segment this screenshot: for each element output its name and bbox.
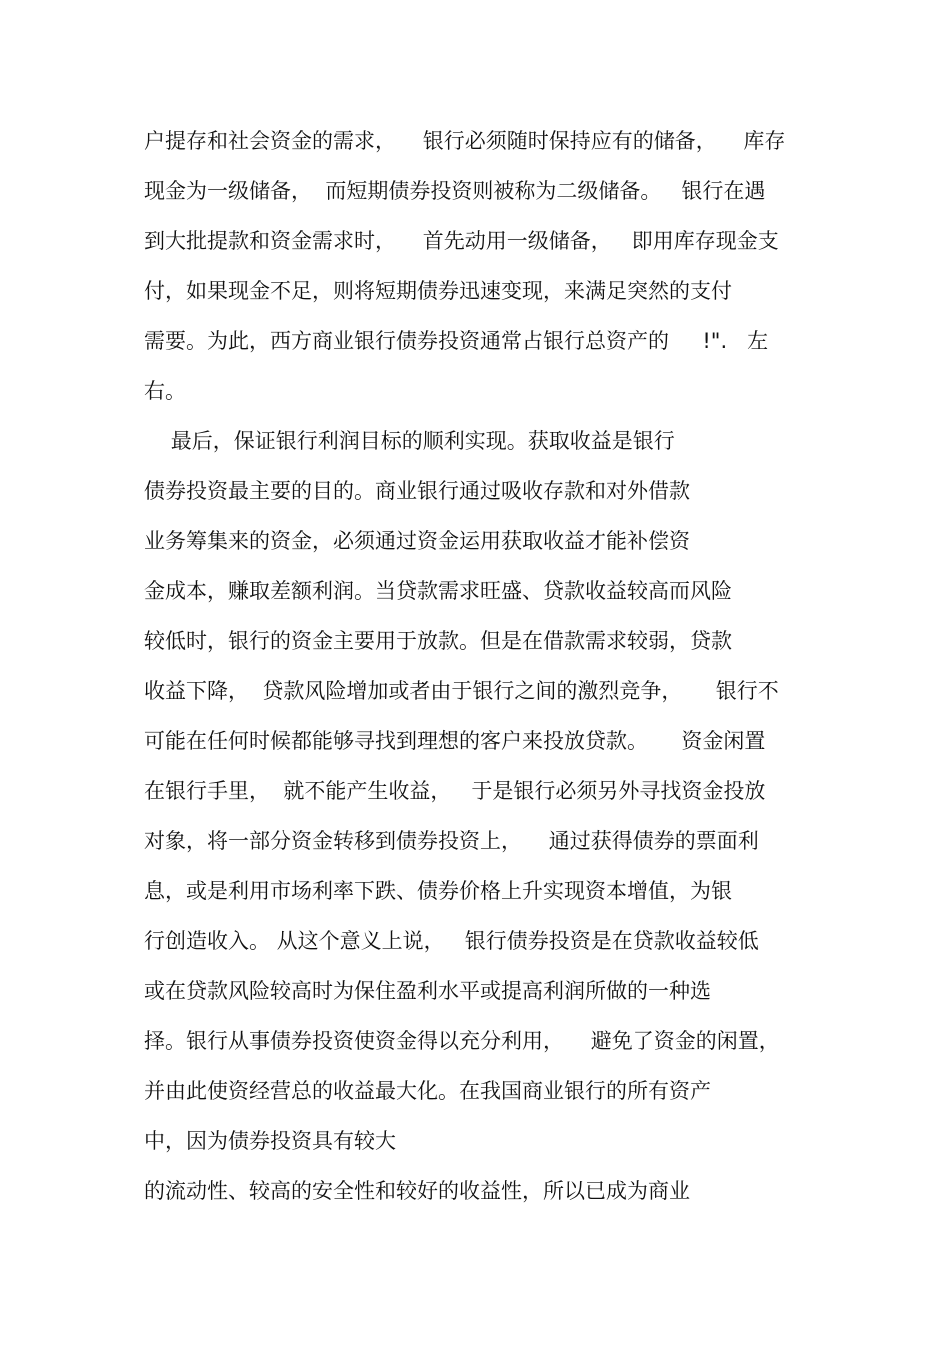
text-line: 到大批提款和资金需求时， 首先动用一级储备， 即用库存现金支	[144, 229, 779, 253]
text-line: 债券投资最主要的目的。商业银行通过吸收存款和对外借款	[144, 479, 690, 503]
text-line: 在银行手里， 就不能产生收益， 于是银行必须另外寻找资金投放	[144, 779, 766, 803]
text-line: 现金为一级储备， 而短期债券投资则被称为二级储备。 银行在遇	[144, 179, 766, 203]
text-line: 需要。为此，西方商业银行债券投资通常占银行总资产的 !". 左	[144, 329, 769, 353]
text-line: 业务筹集来的资金，必须通过资金运用获取收益才能补偿资	[144, 529, 690, 553]
text-line: 择。银行从事债券投资使资金得以充分利用， 避免了资金的闲置，	[144, 1029, 780, 1053]
text-line: 户提存和社会资金的需求， 银行必须随时保持应有的储备， 库存	[144, 129, 786, 153]
text-line: 付，如果现金不足，则将短期债券迅速变现，来满足突然的支付	[144, 279, 732, 303]
text-line: 行创造收入。 从这个意义上说， 银行债券投资是在贷款收益较低	[144, 929, 759, 953]
text-line: 并由此使资经营总的收益最大化。在我国商业银行的所有资产	[144, 1079, 711, 1103]
text-line: 或在贷款风险较高时为保住盈利水平或提高利润所做的一种选	[144, 979, 711, 1003]
text-line: 中，因为债券投资具有较大	[144, 1129, 396, 1153]
text-line: 最后，保证银行利润目标的顺利实现。获取收益是银行	[144, 429, 675, 453]
text-line: 息，或是利用市场利率下跌、债券价格上升实现资本增值，为银	[144, 879, 732, 903]
text-line: 金成本，赚取差额利润。当贷款需求旺盛、贷款收益较高而风险	[144, 579, 732, 603]
text-line: 收益下降， 贷款风险增加或者由于银行之间的激烈竞争， 银行不	[144, 679, 779, 703]
text-line: 可能在任何时候都能够寻找到理想的客户来投放贷款。 资金闲置	[144, 729, 766, 753]
text-line: 右。	[144, 379, 186, 403]
text-line: 对象，将一部分资金转移到债券投资上， 通过获得债券的票面利	[144, 829, 759, 853]
text-line: 较低时，银行的资金主要用于放款。但是在借款需求较弱，贷款	[144, 629, 732, 653]
text-line: 的流动性、较高的安全性和较好的收益性，所以已成为商业	[144, 1179, 690, 1203]
